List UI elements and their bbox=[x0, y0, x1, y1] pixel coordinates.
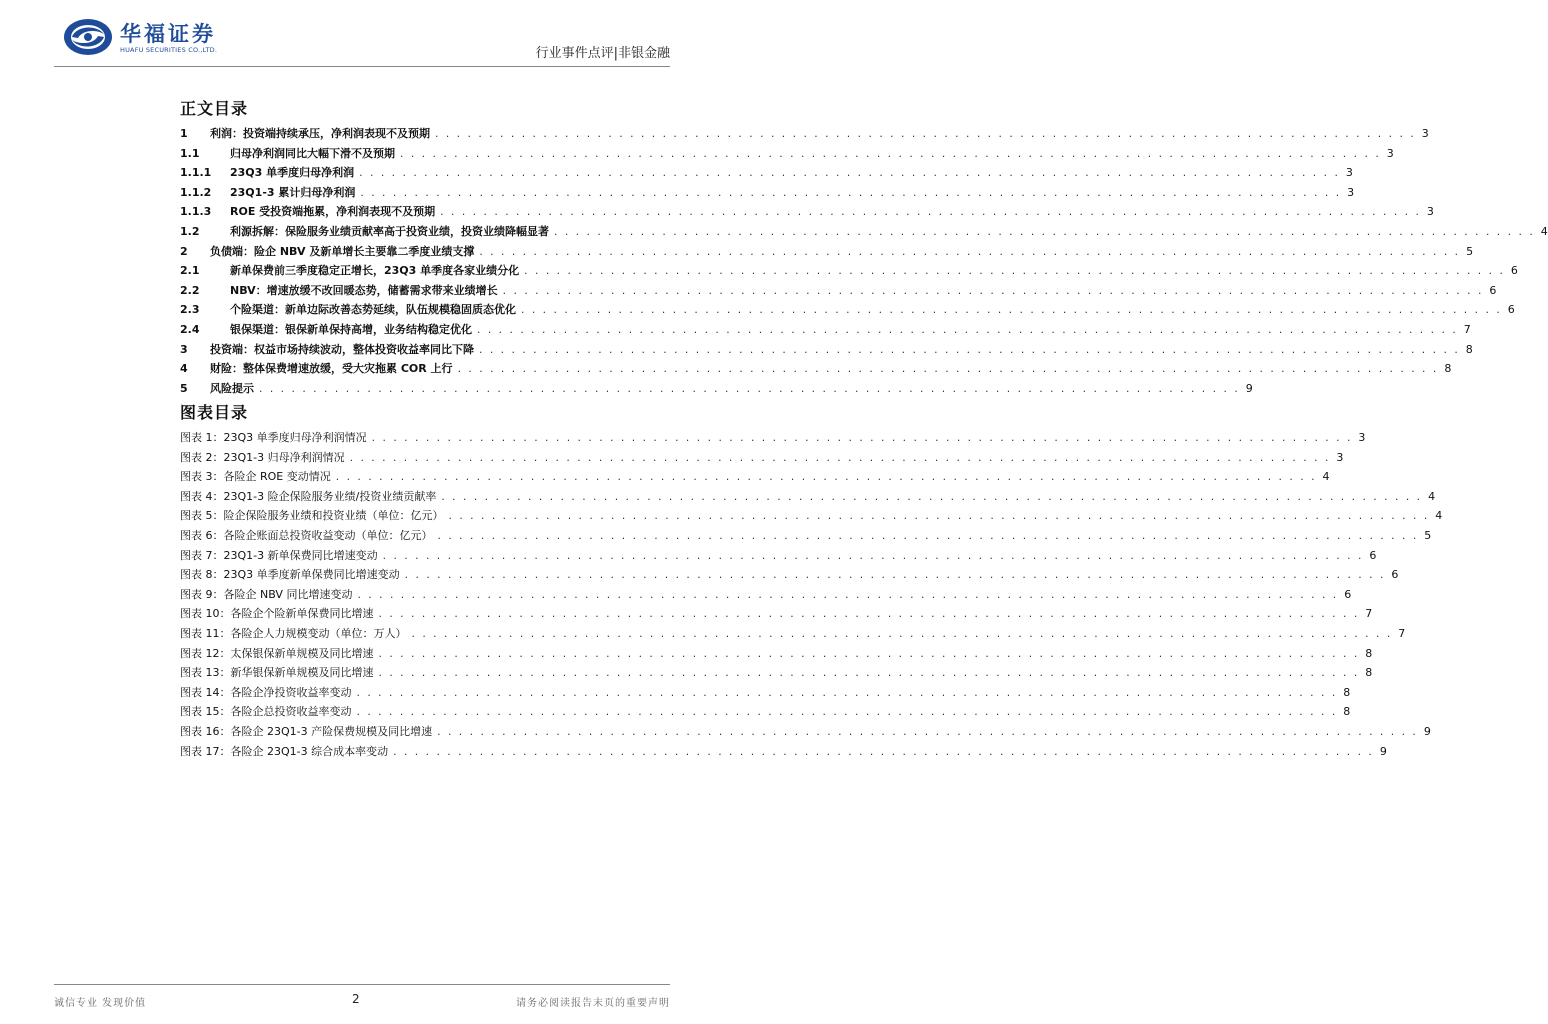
toc-entry-number: 4 bbox=[180, 362, 188, 376]
dot-leader bbox=[378, 610, 1359, 620]
toc-entry[interactable] bbox=[180, 164, 1353, 184]
toc-entry[interactable] bbox=[180, 360, 1452, 380]
figure-entry-page: 8 bbox=[1365, 666, 1373, 680]
dot-leader bbox=[392, 748, 1373, 758]
figure-entry-page: 6 bbox=[1391, 568, 1399, 582]
figure-entry-title: 图表 3：各险企 ROE 变动情况 bbox=[180, 470, 331, 484]
figure-entry-page: 8 bbox=[1343, 685, 1351, 699]
toc-entry[interactable] bbox=[180, 262, 1518, 282]
toc-entry-title: 银保渠道：银保新单保持高增，业务结构稳定优化 bbox=[230, 322, 472, 336]
dot-leader bbox=[378, 669, 1359, 679]
page-header bbox=[0, 0, 724, 70]
dot-leader bbox=[258, 385, 1239, 395]
figure-entry[interactable] bbox=[180, 586, 1352, 606]
dot-leader bbox=[440, 493, 1421, 503]
figure-entry-title: 图表 15：各险企总投资收益率变动 bbox=[180, 705, 352, 719]
toc-entry[interactable] bbox=[180, 243, 1474, 263]
figure-entry-page: 3 bbox=[1358, 431, 1366, 444]
toc-entry-page: 9 bbox=[1245, 381, 1253, 395]
logo-chinese-name: 华福证券 bbox=[120, 22, 216, 46]
dot-leader bbox=[437, 532, 1418, 542]
figure-entry-title: 图表 13：新华银保新单规模及同比增速 bbox=[180, 666, 374, 680]
footer-slogan: 诚信专业 发现价值 bbox=[54, 998, 147, 1009]
toc-title: 正文目录 bbox=[180, 99, 249, 118]
toc-entry[interactable] bbox=[180, 125, 1429, 145]
dot-leader bbox=[356, 708, 1337, 718]
figure-entry[interactable] bbox=[180, 645, 1373, 665]
figure-entry-title: 图表 14：各险企净投资收益率变动 bbox=[180, 685, 352, 699]
toc-entry-number: 2.3 bbox=[180, 303, 200, 317]
footer-divider bbox=[54, 984, 670, 985]
toc-entry-page: 8 bbox=[1465, 342, 1473, 356]
header-divider bbox=[54, 66, 670, 67]
toc-entry-page: 6 bbox=[1507, 303, 1515, 317]
figure-entry-page: 4 bbox=[1435, 509, 1443, 523]
dot-leader bbox=[439, 208, 1420, 218]
figure-entry[interactable] bbox=[180, 449, 1344, 469]
toc-entry-page: 6 bbox=[1489, 283, 1497, 297]
toc-entry-page: 5 bbox=[1466, 244, 1474, 258]
dot-leader bbox=[502, 287, 1483, 297]
figure-list bbox=[180, 429, 1443, 762]
dot-leader bbox=[378, 650, 1359, 660]
figure-entry-title: 图表 1：23Q3 单季度归母净利润情况 bbox=[180, 431, 367, 444]
toc-entry-number: 1.1.1 bbox=[180, 166, 212, 180]
toc-entry-page: 8 bbox=[1444, 362, 1452, 376]
figure-entry-title: 图表 2：23Q1-3 归母净利润情况 bbox=[180, 450, 345, 464]
dot-leader bbox=[371, 434, 1352, 444]
toc-entry[interactable] bbox=[180, 301, 1515, 321]
toc-entry-title: 财险：整体保费增速放缓，受大灾拖累 COR 上行 bbox=[210, 362, 453, 376]
toc-entry[interactable] bbox=[180, 282, 1497, 302]
toc-entry-page: 7 bbox=[1463, 322, 1471, 336]
toc-entry-number: 1.1.2 bbox=[180, 185, 212, 199]
figure-entry[interactable] bbox=[180, 488, 1436, 508]
figure-entry-title: 图表 10：各险企个险新单保费同比增速 bbox=[180, 607, 374, 621]
page-number: 2 bbox=[352, 992, 360, 1006]
figure-entry-title: 图表 5：险企保险服务业绩和投资业绩（单位：亿元） bbox=[180, 509, 444, 523]
toc-entry[interactable] bbox=[180, 380, 1253, 400]
figure-entry-page: 7 bbox=[1398, 626, 1406, 640]
toc-entry-title: 归母净利润同比大幅下滑不及预期 bbox=[230, 146, 395, 160]
figure-entry[interactable] bbox=[180, 429, 1366, 449]
dot-leader bbox=[434, 130, 1415, 140]
toc-entry-title: 新单保费前三季度稳定正增长，23Q3 单季度各家业绩分化 bbox=[230, 264, 520, 278]
company-logo bbox=[62, 16, 242, 58]
toc-entry[interactable] bbox=[180, 184, 1355, 204]
figure-entry-title: 图表 12：太保银保新单规模及同比增速 bbox=[180, 646, 374, 660]
figure-entry[interactable] bbox=[180, 625, 1406, 645]
figure-entry-title: 图表 17：各险企 23Q1-3 综合成本率变动 bbox=[180, 744, 389, 758]
figure-list-title: 图表目录 bbox=[180, 403, 249, 422]
dot-leader bbox=[436, 728, 1417, 738]
toc-entry-number: 3 bbox=[180, 342, 188, 356]
figure-entry-page: 9 bbox=[1423, 724, 1431, 738]
toc-entry-page: 6 bbox=[1510, 264, 1518, 278]
figure-entry[interactable] bbox=[180, 547, 1377, 567]
figure-entry[interactable] bbox=[180, 507, 1443, 527]
figure-entry[interactable] bbox=[180, 664, 1373, 684]
figure-entry[interactable] bbox=[180, 684, 1351, 704]
toc-entry-number: 1.2 bbox=[180, 224, 200, 238]
figure-entry-page: 9 bbox=[1379, 744, 1387, 758]
figure-entry-title: 图表 16：各险企 23Q1-3 产险保费规模及同比增速 bbox=[180, 724, 433, 738]
toc-entry-page: 3 bbox=[1426, 205, 1434, 219]
figure-entry-title: 图表 11：各险企人力规模变动（单位：万人） bbox=[180, 626, 407, 640]
toc-entry-page: 3 bbox=[1345, 166, 1353, 180]
dot-leader bbox=[399, 150, 1380, 160]
toc-list bbox=[180, 125, 1548, 399]
dot-leader bbox=[520, 306, 1501, 316]
footer-disclaimer: 请务必阅读报告末页的重要声明 bbox=[516, 998, 670, 1009]
figure-entry-page: 6 bbox=[1344, 587, 1352, 601]
figure-entry-title: 图表 6：各险企账面总投资收益变动（单位：亿元） bbox=[180, 528, 433, 542]
toc-entry-number: 1.1 bbox=[180, 146, 200, 160]
figure-entry-page: 6 bbox=[1369, 548, 1377, 562]
figure-entry-title: 图表 4：23Q1-3 险企保险服务业绩/投资业绩贡献率 bbox=[180, 489, 437, 503]
figure-entry[interactable] bbox=[180, 743, 1387, 763]
figure-entry[interactable] bbox=[180, 605, 1373, 625]
dot-leader bbox=[457, 365, 1438, 375]
dot-leader bbox=[356, 591, 1337, 601]
toc-entry-title: 风险提示 bbox=[210, 381, 254, 395]
toc-entry-title: NBV：增速放缓不改回暖态势，储蓄需求带来业绩增长 bbox=[230, 283, 498, 297]
dot-leader bbox=[359, 189, 1340, 199]
dot-leader bbox=[404, 571, 1385, 581]
figure-entry[interactable] bbox=[180, 527, 1432, 547]
figure-entry-page: 8 bbox=[1343, 705, 1351, 719]
dot-leader bbox=[478, 346, 1459, 356]
dot-leader bbox=[358, 169, 1339, 179]
dot-leader bbox=[476, 326, 1457, 336]
figure-entry-page: 8 bbox=[1365, 646, 1373, 660]
report-category: 行业事件点评|非银金融 bbox=[535, 46, 670, 61]
huafu-logo-icon bbox=[62, 16, 114, 58]
toc-entry-page: 4 bbox=[1540, 224, 1548, 238]
figure-entry-page: 4 bbox=[1428, 489, 1436, 503]
toc-entry-number: 1 bbox=[180, 127, 188, 140]
toc-entry-title: 个险渠道：新单边际改善态势延续，队伍规模稳固质态优化 bbox=[230, 303, 516, 317]
toc-entry-title: 23Q1-3 累计归母净利润 bbox=[230, 185, 356, 199]
dot-leader bbox=[523, 267, 1504, 277]
toc-entry-number: 2.2 bbox=[180, 283, 200, 297]
figure-entry[interactable] bbox=[180, 566, 1399, 586]
toc-entry-page: 3 bbox=[1347, 185, 1355, 199]
figure-entry-page: 3 bbox=[1336, 450, 1344, 464]
dot-leader bbox=[335, 473, 1316, 483]
toc-entry-number: 1.1.3 bbox=[180, 205, 212, 219]
figure-entry-page: 5 bbox=[1424, 528, 1432, 542]
figure-entry-title: 图表 7：23Q1-3 新单保费同比增速变动 bbox=[180, 548, 378, 562]
logo-english-name: HUAFU SECURITIES CO.,LTD. bbox=[120, 46, 218, 54]
toc-entry-page: 3 bbox=[1386, 146, 1394, 160]
toc-entry-number: 2 bbox=[180, 244, 188, 258]
toc-entry[interactable] bbox=[180, 145, 1394, 165]
toc-entry[interactable] bbox=[180, 321, 1471, 341]
figure-entry[interactable] bbox=[180, 723, 1431, 743]
toc-entry-title: 利润：投资端持续承压，净利润表现不及预期 bbox=[210, 127, 430, 140]
dot-leader bbox=[349, 454, 1330, 464]
dot-leader bbox=[411, 630, 1392, 640]
toc-entry-title: 投资端：权益市场持续波动，整体投资收益率同比下降 bbox=[210, 342, 474, 356]
dot-leader bbox=[356, 689, 1337, 699]
toc-entry-number: 2.1 bbox=[180, 264, 200, 278]
figure-entry-page: 7 bbox=[1365, 607, 1373, 621]
dot-leader bbox=[478, 248, 1459, 258]
figure-entry-title: 图表 8：23Q3 单季度新单保费同比增速变动 bbox=[180, 568, 400, 582]
dot-leader bbox=[448, 512, 1429, 522]
toc-entry-number: 5 bbox=[180, 381, 188, 395]
toc-entry[interactable] bbox=[180, 341, 1473, 361]
figure-entry-title: 图表 9：各险企 NBV 同比增速变动 bbox=[180, 587, 353, 601]
dot-leader bbox=[553, 228, 1534, 238]
toc-entry-title: ROE 受投资端拖累，净利润表现不及预期 bbox=[230, 205, 436, 219]
toc-entry-number: 2.4 bbox=[180, 322, 200, 336]
toc-entry[interactable] bbox=[180, 223, 1548, 243]
figure-entry[interactable] bbox=[180, 703, 1351, 723]
figure-entry[interactable] bbox=[180, 468, 1330, 488]
dot-leader bbox=[382, 552, 1363, 562]
toc-entry-title: 23Q3 单季度归母净利润 bbox=[230, 166, 355, 180]
toc-entry-page: 3 bbox=[1421, 127, 1429, 140]
toc-entry[interactable] bbox=[180, 203, 1434, 223]
toc-entry-title: 利源拆解：保险服务业绩贡献率高于投资业绩，投资业绩降幅显著 bbox=[230, 224, 549, 238]
figure-entry-page: 4 bbox=[1322, 470, 1330, 484]
toc-entry-title: 负债端：险企 NBV 及新单增长主要靠二季度业绩支撑 bbox=[210, 244, 475, 258]
